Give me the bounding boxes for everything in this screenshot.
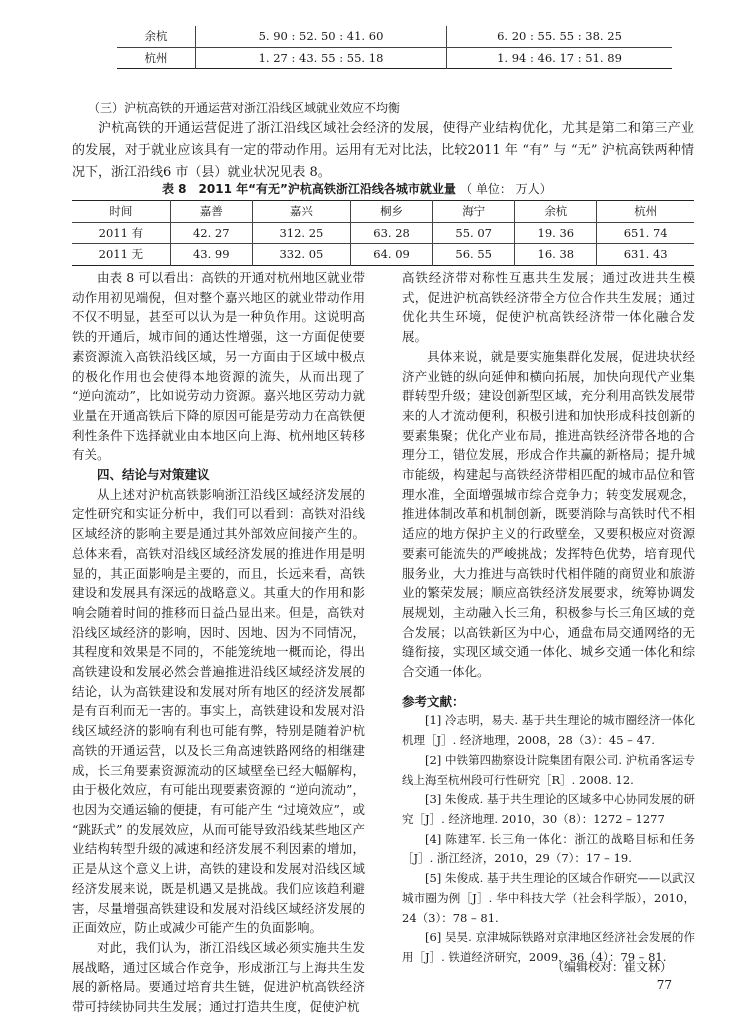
section-heading: 四、结论与对策建议 (97, 467, 210, 483)
body-paragraph: 由表 8 可以看出：高铁的开通对杭州地区就业带动作用初见端倪，但对整个嘉兴地区的就业带动作用不仅不明显，甚至可以认为是一种负作用。这说明高铁的开通后，城市间的通达性增强，这一方面促使要素资源流入高铁沿线区域，另一方面由于区域中极点的极化作用也会使得本地资源的流失，从而出现了 “逆向流动”，比如说劳动力资源。嘉兴地区劳动力就业量在开通高铁后下降的原因可能是劳动力在高铁便利性条件下选择就业由本地区向上海、杭州地区转移有关。 (72, 270, 365, 463)
table-header-cell: 时间 (72, 201, 170, 223)
table-header-cell: 桐乡 (351, 201, 433, 223)
table-cell: 2011 有 (72, 222, 170, 244)
editor-note: （编辑校对：崔文林） (551, 960, 672, 974)
table-header-cell: 杭州 (597, 201, 694, 223)
table-header-cell: 嘉善 (170, 201, 252, 223)
section-subheading: （三）沪杭高铁的开通运营对浙江沿线区域就业效应不均衡 (88, 101, 401, 115)
table-cell: 63. 28 (351, 222, 433, 244)
table-cell: 651. 74 (597, 222, 694, 244)
table-cell: 16. 38 (515, 244, 597, 266)
intro-paragraph: 沪杭高铁的开通运营促进了浙江沿线区域社会经济的发展，使得产业结构优化，尤其是第二和第三产业的发展，对于就业应该具有一定的带动作用。运用有无对比法，比较2011 年 “有” 与 “无” 沪杭高铁两种情况下，浙江沿线6 市（县）就业状况见表 8。 (72, 121, 694, 180)
body-paragraph: 具体来说，就是要实施集群化发展，促进块状经济产业链的纵向延伸和横向拓展，加快向现代产业集群转型升级；建设创新型区域，充分利用高铁发展带来的人才流动便利，积极引进和加快形成科技创新的要素集聚；优化产业布局，推进高铁经济带各地的合理分工，错位发展，形成合作共赢的新格局；提升城市能级，构建起与高铁经济带相匹配的城市品位和管理水准，全面增强城市综合竞争力；转变发展观念，推进体制改革和机制创新，既要消除与高铁时代不相适应的地方保护主义的行政壁垒，又要积极应对资源要素可能流失的严峻挑战；发挥特色优势，培育现代服务业，大力推进与高铁时代相伴随的商贸业和旅游业的繁荣发展；顺应高铁经济发展要求，统筹协调发展规划，主动融入长三角，积极参与长三角区域的竞合发展；以高铁新区为中心，通盘布局交通网络的无缝衔接，实现区域交通一体化、城乡交通一体化和综合交通一体化。 (402, 348, 695, 680)
table-header-cell: 海宁 (433, 201, 515, 223)
table8-unit: （ 单位： 万人） (460, 182, 552, 196)
reference-item: [3] 朱俊成. 基于共生理论的区域多中心协同发展的研究［J］. 经济地理. 2010，30（8）：1272 – 1277 (402, 792, 695, 826)
reference-item: [1] 冷志明，易夫. 基于共生理论的城市圈经济一体化机理［J］. 经济地理，2008，28（3）：45 – 47. (402, 713, 695, 748)
reference-item: [2] 中铁第四勘察设计院集团有限公司. 沪杭甬客运专线上海至杭州段可行性研究［R］. 2008. 12. (402, 752, 695, 787)
table-cell: 64. 09 (351, 244, 433, 266)
page-number: 77 (656, 978, 672, 992)
table-cell: 56. 55 (433, 244, 515, 266)
table-cell: 5. 90 : 52. 50 : 41. 60 (196, 26, 447, 47)
page (72, 0, 695, 1015)
table-header-cell: 余杭 (515, 201, 597, 223)
reference-item: [4] 陈建军. 长三角一体化：浙江的战略目标和任务［J］. 浙江经济，2010，29（7）：17 – 19. (402, 831, 695, 866)
references-heading: 参考文献： (402, 693, 465, 709)
body-paragraph: 从上述对沪杭高铁影响浙江沿线区域经济发展的定性研究和实证分析中，我们可以看到：高铁对沿线区域经济的影响主要是通过其外部效应间接产生的。总体来看，高铁对沿线区域经济发展的推进作用是明显的，其正面影响是主要的，而且，长远来看，高铁建设和发展具有深远的战略意义。其重大的作用和影响会随着时间的推移而日益凸显出来。但是，高铁对沿线区域经济的影响，因时、因地、因为不同情况，其程度和效果是不同的，不能笼统地一概而论，得出高铁建设和发展必然会普遍推进沿线区域经济发展的结论，认为高铁建设和发展对所有地区的经济发展都是有百利而无一害的。事实上，高铁建设和发展对沿线区域经济的影响有利也可能有弊，特别是随着沪杭高铁的开通运营，以及长三角高速铁路网络的相继建成，长三角要素资源流动的区域壁垒已经大幅解构，由于极化效应，有可能出现要素资源的 “逆向流动”，也因为交通运输的便捷，有可能产生 “过境效应”，或 “跳跃式” 的发展效应，从而可能导致沿线某些地区产业结构转型升级的减速和经济发展不利因素的增加，正是从这个意义上讲，高铁的建设和发展对沿线区域经济发展来说，既是机遇又是挑战。我们应该趋利避害，尽量增强高铁建设和发展对沿线区域经济发展的正面效应，防止或减少可能产生的负面影响。 (72, 486, 365, 936)
table8 (72, 200, 694, 266)
table-cell: 43. 99 (170, 244, 252, 266)
right-column (402, 268, 695, 968)
employment-structure-table (117, 26, 672, 69)
table-cell: 19. 36 (515, 222, 597, 244)
table-cell: 1. 94 : 46. 17 : 51. 89 (497, 50, 622, 65)
table-header-cell: 嘉兴 (252, 201, 350, 223)
table8-title: 表 8 2011 年“有无”沪杭高铁浙江沿线各城市就业量 (162, 182, 456, 196)
body-paragraph: 对此，我们认为，浙江沿线区域必须实施共生发展战略，通过区域合作竞争，形成浙江与上海共生发展的新格局。要通过培育共生链，促进沪杭高铁经济带可持续协同共生发展；通过打造共生度，促使沪杭 (72, 939, 365, 1015)
table-cell: 631. 43 (597, 244, 694, 266)
reference-item: [6] 吴昊. 京津城际铁路对京津地区经济社会发展的作用［J］. 铁道经济研究，2009，36（4）：79 – 81. (402, 930, 695, 964)
table-cell: 杭州 (144, 50, 168, 65)
table-cell: 312. 25 (252, 222, 350, 244)
reference-item: [5] 朱俊成. 基于共生理论的区域合作研究——以武汉城市圈为例［J］. 华中科技大学（社会科学版），2010，24（3）：78 – 81. (402, 871, 695, 925)
table8-caption (162, 180, 552, 197)
body-paragraph: 高铁经济带对称性互惠共生发展；通过改进共生模式，促进沪杭高铁经济带全方位合作共生发展；通过优化共生环境，促使沪杭高铁经济带一体化融合发展。 (402, 270, 695, 345)
table-row (72, 244, 694, 266)
table-cell: 42. 27 (170, 222, 252, 244)
table-cell: 余杭 (117, 26, 196, 47)
table-cell: 55. 07 (433, 222, 515, 244)
table-header-row (72, 201, 694, 223)
left-column (72, 268, 365, 1017)
table-cell: 2011 无 (98, 247, 144, 262)
table-row (117, 47, 672, 68)
table-cell: 332. 05 (252, 244, 350, 266)
table-row (72, 222, 694, 244)
table-row (117, 26, 672, 47)
table-cell: 1. 27 : 43. 55 : 55. 18 (196, 47, 447, 68)
table-cell: 6. 20 : 55. 55 : 38. 25 (447, 26, 673, 47)
